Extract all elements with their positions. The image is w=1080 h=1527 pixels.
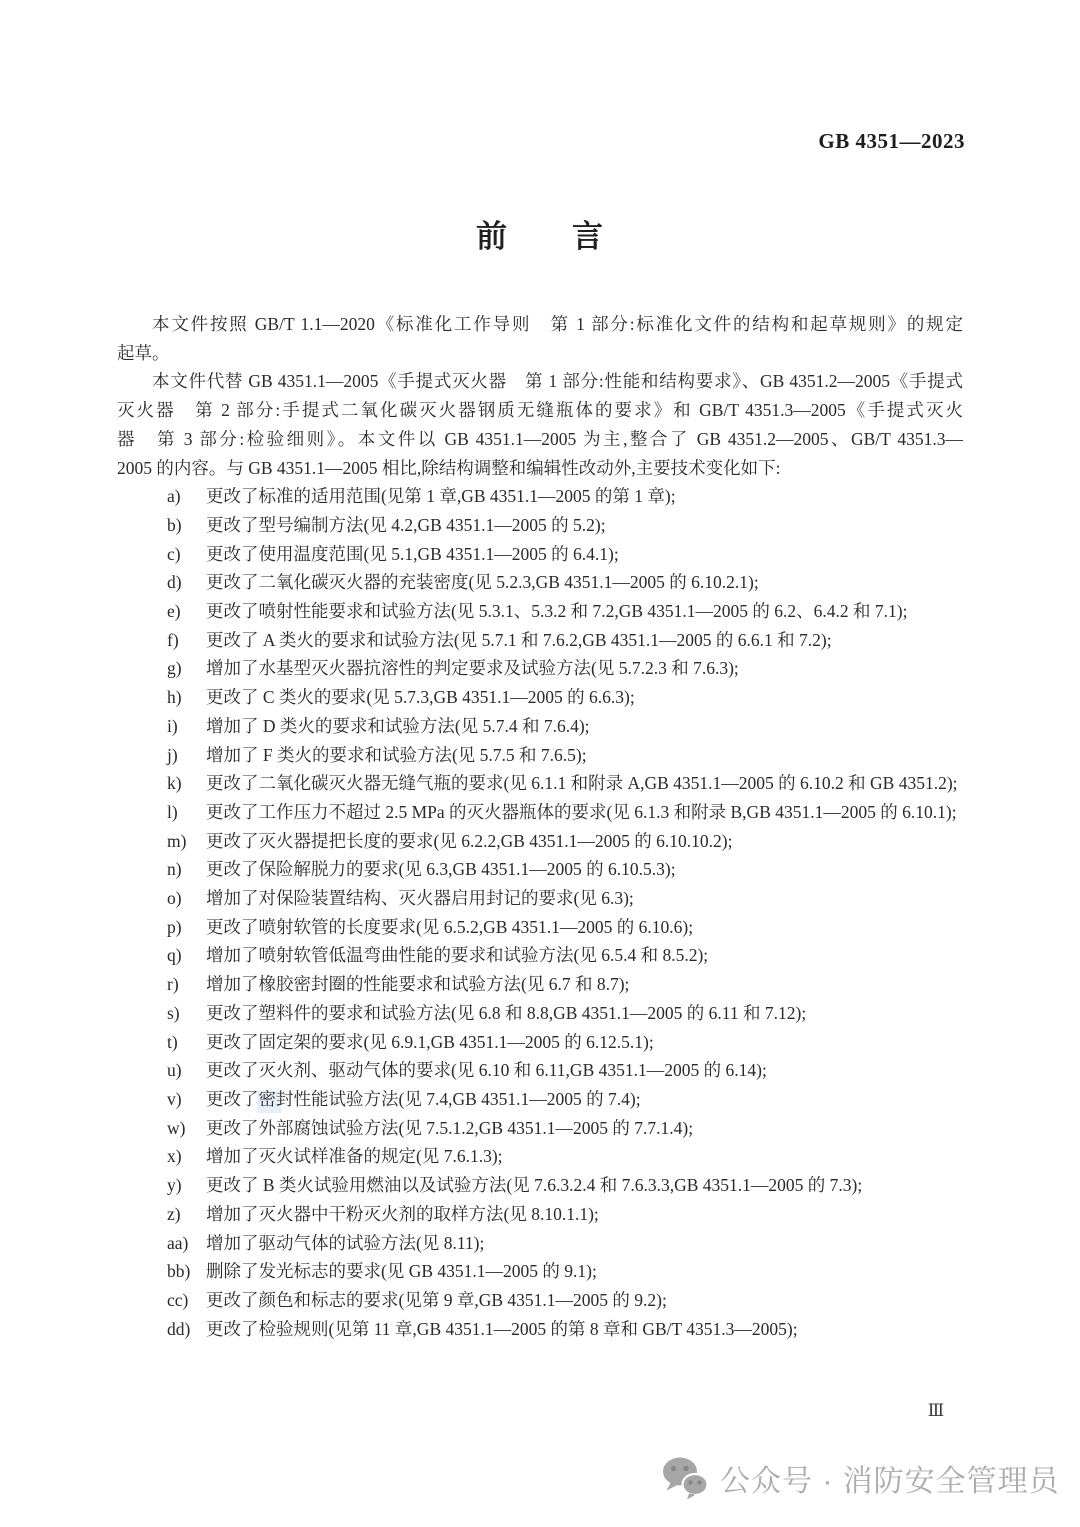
list-item [117, 970, 963, 999]
item-text: 增加了驱动气体的试验方法(见 8.11); [206, 1232, 485, 1253]
item-label: k) [167, 773, 182, 794]
item-label: dd) [167, 1318, 191, 1339]
item-text: 更改了外部腐蚀试验方法(见 7.5.1.2,GB 4351.1—2005 的 7.7.1.4); [206, 1117, 694, 1138]
item-text: 更改了工作压力不超过 2.5 MPa 的灭火器瓶体的要求(见 6.1.3 和附录 B,GB 4351.1—2005 的 6.10.1); [206, 801, 957, 822]
item-label: u) [167, 1060, 182, 1081]
paragraph-line: 2005 的内容。与 GB 4351.1—2005 相比,除结构调整和编辑性改动外,主要技术变化如下: [117, 457, 781, 478]
item-label: e) [167, 601, 181, 622]
paragraph-drafting-basis [117, 310, 963, 367]
item-text: 更改了标准的适用范围(见第 1 章,GB 4351.1—2005 的第 1 章); [206, 486, 676, 507]
item-label: g) [167, 658, 182, 679]
list-item [117, 913, 963, 942]
list-item [117, 855, 963, 884]
item-label: w) [167, 1117, 186, 1138]
page-title: 前 言 [476, 219, 604, 254]
item-label: s) [167, 1002, 180, 1023]
item-text: 删除了发光标志的要求(见 GB 4351.1—2005 的 9.1); [206, 1261, 597, 1282]
item-text: 增加了喷射软管低温弯曲性能的要求和试验方法(见 6.5.4 和 8.5.2); [206, 945, 709, 966]
watermark [662, 1456, 1060, 1500]
item-label: r) [167, 974, 179, 995]
watermark-text: 公众号 · 消防安全管理员 [720, 1465, 1060, 1498]
list-item [117, 568, 963, 597]
list-item [117, 1028, 963, 1057]
item-label: x) [167, 1146, 182, 1167]
item-text: 增加了灭火器中干粉灭火剂的取样方法(见 8.10.1.1); [206, 1203, 599, 1224]
list-item [117, 597, 963, 626]
list-item [117, 827, 963, 856]
paragraph-line: 器 第 3 部分:检验细则》。本文件以 GB 4351.1—2005 为主,整合了 GB 4351.2—2005、GB/T 4351.3— [117, 428, 963, 449]
list-item [117, 941, 963, 970]
item-text: 更改了密封性能试验方法(见 7.4,GB 4351.1—2005 的 7.4); [206, 1088, 641, 1109]
list-item [117, 683, 963, 712]
item-text: 更改了灭火剂、驱动气体的要求(见 6.10 和 6.11,GB 4351.1—2005 的 6.14); [206, 1060, 767, 1081]
changes-list [117, 482, 963, 1343]
list-item [117, 1114, 963, 1143]
list-item [117, 1257, 963, 1286]
list-item [117, 1056, 963, 1085]
list-item [117, 654, 963, 683]
item-label: aa) [167, 1232, 189, 1253]
item-text: 增加了橡胶密封圈的性能要求和试验方法(见 6.7 和 8.7); [206, 974, 630, 995]
item-text: 更改了固定架的要求(见 6.9.1,GB 4351.1—2005 的 6.12.5.1); [206, 1031, 654, 1052]
paragraph-line: 本文件按照 GB/T 1.1—2020《标准化工作导则 第 1 部分:标准化文件的结构和起草规则》的规定 [152, 314, 963, 334]
list-item [117, 712, 963, 741]
list-item [117, 1142, 963, 1171]
list-item [117, 999, 963, 1028]
item-text: 更改了二氧化碳灭火器无缝气瓶的要求(见 6.1.1 和附录 A,GB 4351.1—2005 的 6.10.2 和 GB 4351.2); [206, 773, 958, 794]
item-text: 更改了使用温度范围(见 5.1,GB 4351.1—2005 的 6.4.1); [206, 543, 619, 564]
item-text: 更改了型号编制方法(见 4.2,GB 4351.1—2005 的 5.2); [206, 514, 606, 535]
foreword-body [117, 310, 963, 1343]
item-label: i) [167, 715, 178, 736]
item-text: 更改了保险解脱力的要求(见 6.3,GB 4351.1—2005 的 6.10.5.3); [206, 859, 676, 880]
list-item [117, 798, 963, 827]
item-label: y) [167, 1175, 182, 1196]
list-item [117, 540, 963, 569]
item-label: c) [167, 543, 181, 564]
paragraph-line: 灭火器 第 2 部分:手提式二氧化碳灭火器钢质无缝瓶体的要求》和 GB/T 4351.3—2005《手提式灭火 [117, 400, 963, 421]
item-text: 更改了灭火器提把长度的要求(见 6.2.2,GB 4351.1—2005 的 6.10.10.2); [206, 830, 733, 851]
list-item [117, 1315, 963, 1344]
item-text: 更改了 B 类火试验用燃油以及试验方法(见 7.6.3.2.4 和 7.6.3.3,GB 4351.1—2005 的 7.3); [206, 1175, 863, 1196]
wechat-icon [662, 1456, 708, 1500]
list-item [117, 741, 963, 770]
item-label: b) [167, 514, 182, 535]
list-item [117, 1229, 963, 1258]
list-item [117, 769, 963, 798]
item-label: h) [167, 687, 182, 708]
item-text: 更改了 C 类火的要求(见 5.7.3,GB 4351.1—2005 的 6.6.3); [206, 687, 635, 708]
item-text: 增加了灭火试样准备的规定(见 7.6.1.3); [206, 1146, 503, 1167]
list-item [117, 482, 963, 511]
item-label: d) [167, 572, 182, 593]
item-label: v) [167, 1088, 182, 1109]
item-label: p) [167, 916, 182, 937]
item-label: n) [167, 859, 182, 880]
item-label: t) [167, 1031, 178, 1052]
item-text: 更改了 A 类火的要求和试验方法(见 5.7.1 和 7.6.2,GB 4351.1—2005 的 6.6.1 和 7.2); [206, 629, 832, 650]
item-label: a) [167, 486, 181, 507]
item-text: 更改了喷射性能要求和试验方法(见 5.3.1、5.3.2 和 7.2,GB 4351.1—2005 的 6.2、6.4.2 和 7.1); [206, 601, 908, 622]
item-text: 增加了 F 类火的要求和试验方法(见 5.7.5 和 7.6.5); [206, 744, 587, 765]
list-item [117, 884, 963, 913]
item-label: j) [167, 744, 178, 765]
item-label: m) [167, 830, 187, 851]
list-item [117, 1085, 963, 1114]
paragraph-line: 本文件代替 GB 4351.1—2005《手提式灭火器 第 1 部分:性能和结构要求》、GB 4351.2—2005《手提式 [152, 371, 963, 392]
item-text: 增加了 D 类火的要求和试验方法(见 5.7.4 和 7.6.4); [206, 715, 590, 736]
list-item [117, 626, 963, 655]
item-text: 增加了水基型灭火器抗溶性的判定要求及试验方法(见 5.7.2.3 和 7.6.3); [206, 658, 739, 679]
doc-number: GB 4351—2023 [818, 129, 965, 153]
list-item [117, 511, 963, 540]
item-text: 更改了喷射软管的长度要求(见 6.5.2,GB 4351.1—2005 的 6.10.6); [206, 916, 694, 937]
item-label: o) [167, 888, 182, 909]
list-item [117, 1286, 963, 1315]
item-text: 增加了对保险装置结构、灭火器启用封记的要求(见 6.3); [206, 888, 634, 909]
item-text: 更改了检验规则(见第 11 章,GB 4351.1—2005 的第 8 章和 GB/T 4351.3—2005); [206, 1318, 798, 1339]
paragraph-line: 起草。 [117, 342, 170, 363]
item-label: f) [167, 629, 179, 650]
item-label: z) [167, 1203, 181, 1224]
item-label: l) [167, 801, 178, 822]
item-text: 更改了塑料件的要求和试验方法(见 6.8 和 8.8,GB 4351.1—2005 的 6.11 和 7.12); [206, 1002, 807, 1023]
item-label: bb) [167, 1261, 191, 1282]
paragraph-replacement [117, 367, 963, 482]
item-label: cc) [167, 1289, 189, 1310]
item-text: 更改了颜色和标志的要求(见第 9 章,GB 4351.1—2005 的 9.2); [206, 1289, 667, 1310]
item-text: 更改了二氧化碳灭火器的充装密度(见 5.2.3,GB 4351.1—2005 的 6.10.2.1); [206, 572, 759, 593]
page-number: Ⅲ [927, 1401, 945, 1420]
item-label: q) [167, 945, 182, 966]
list-item [117, 1171, 963, 1200]
list-item [117, 1200, 963, 1229]
